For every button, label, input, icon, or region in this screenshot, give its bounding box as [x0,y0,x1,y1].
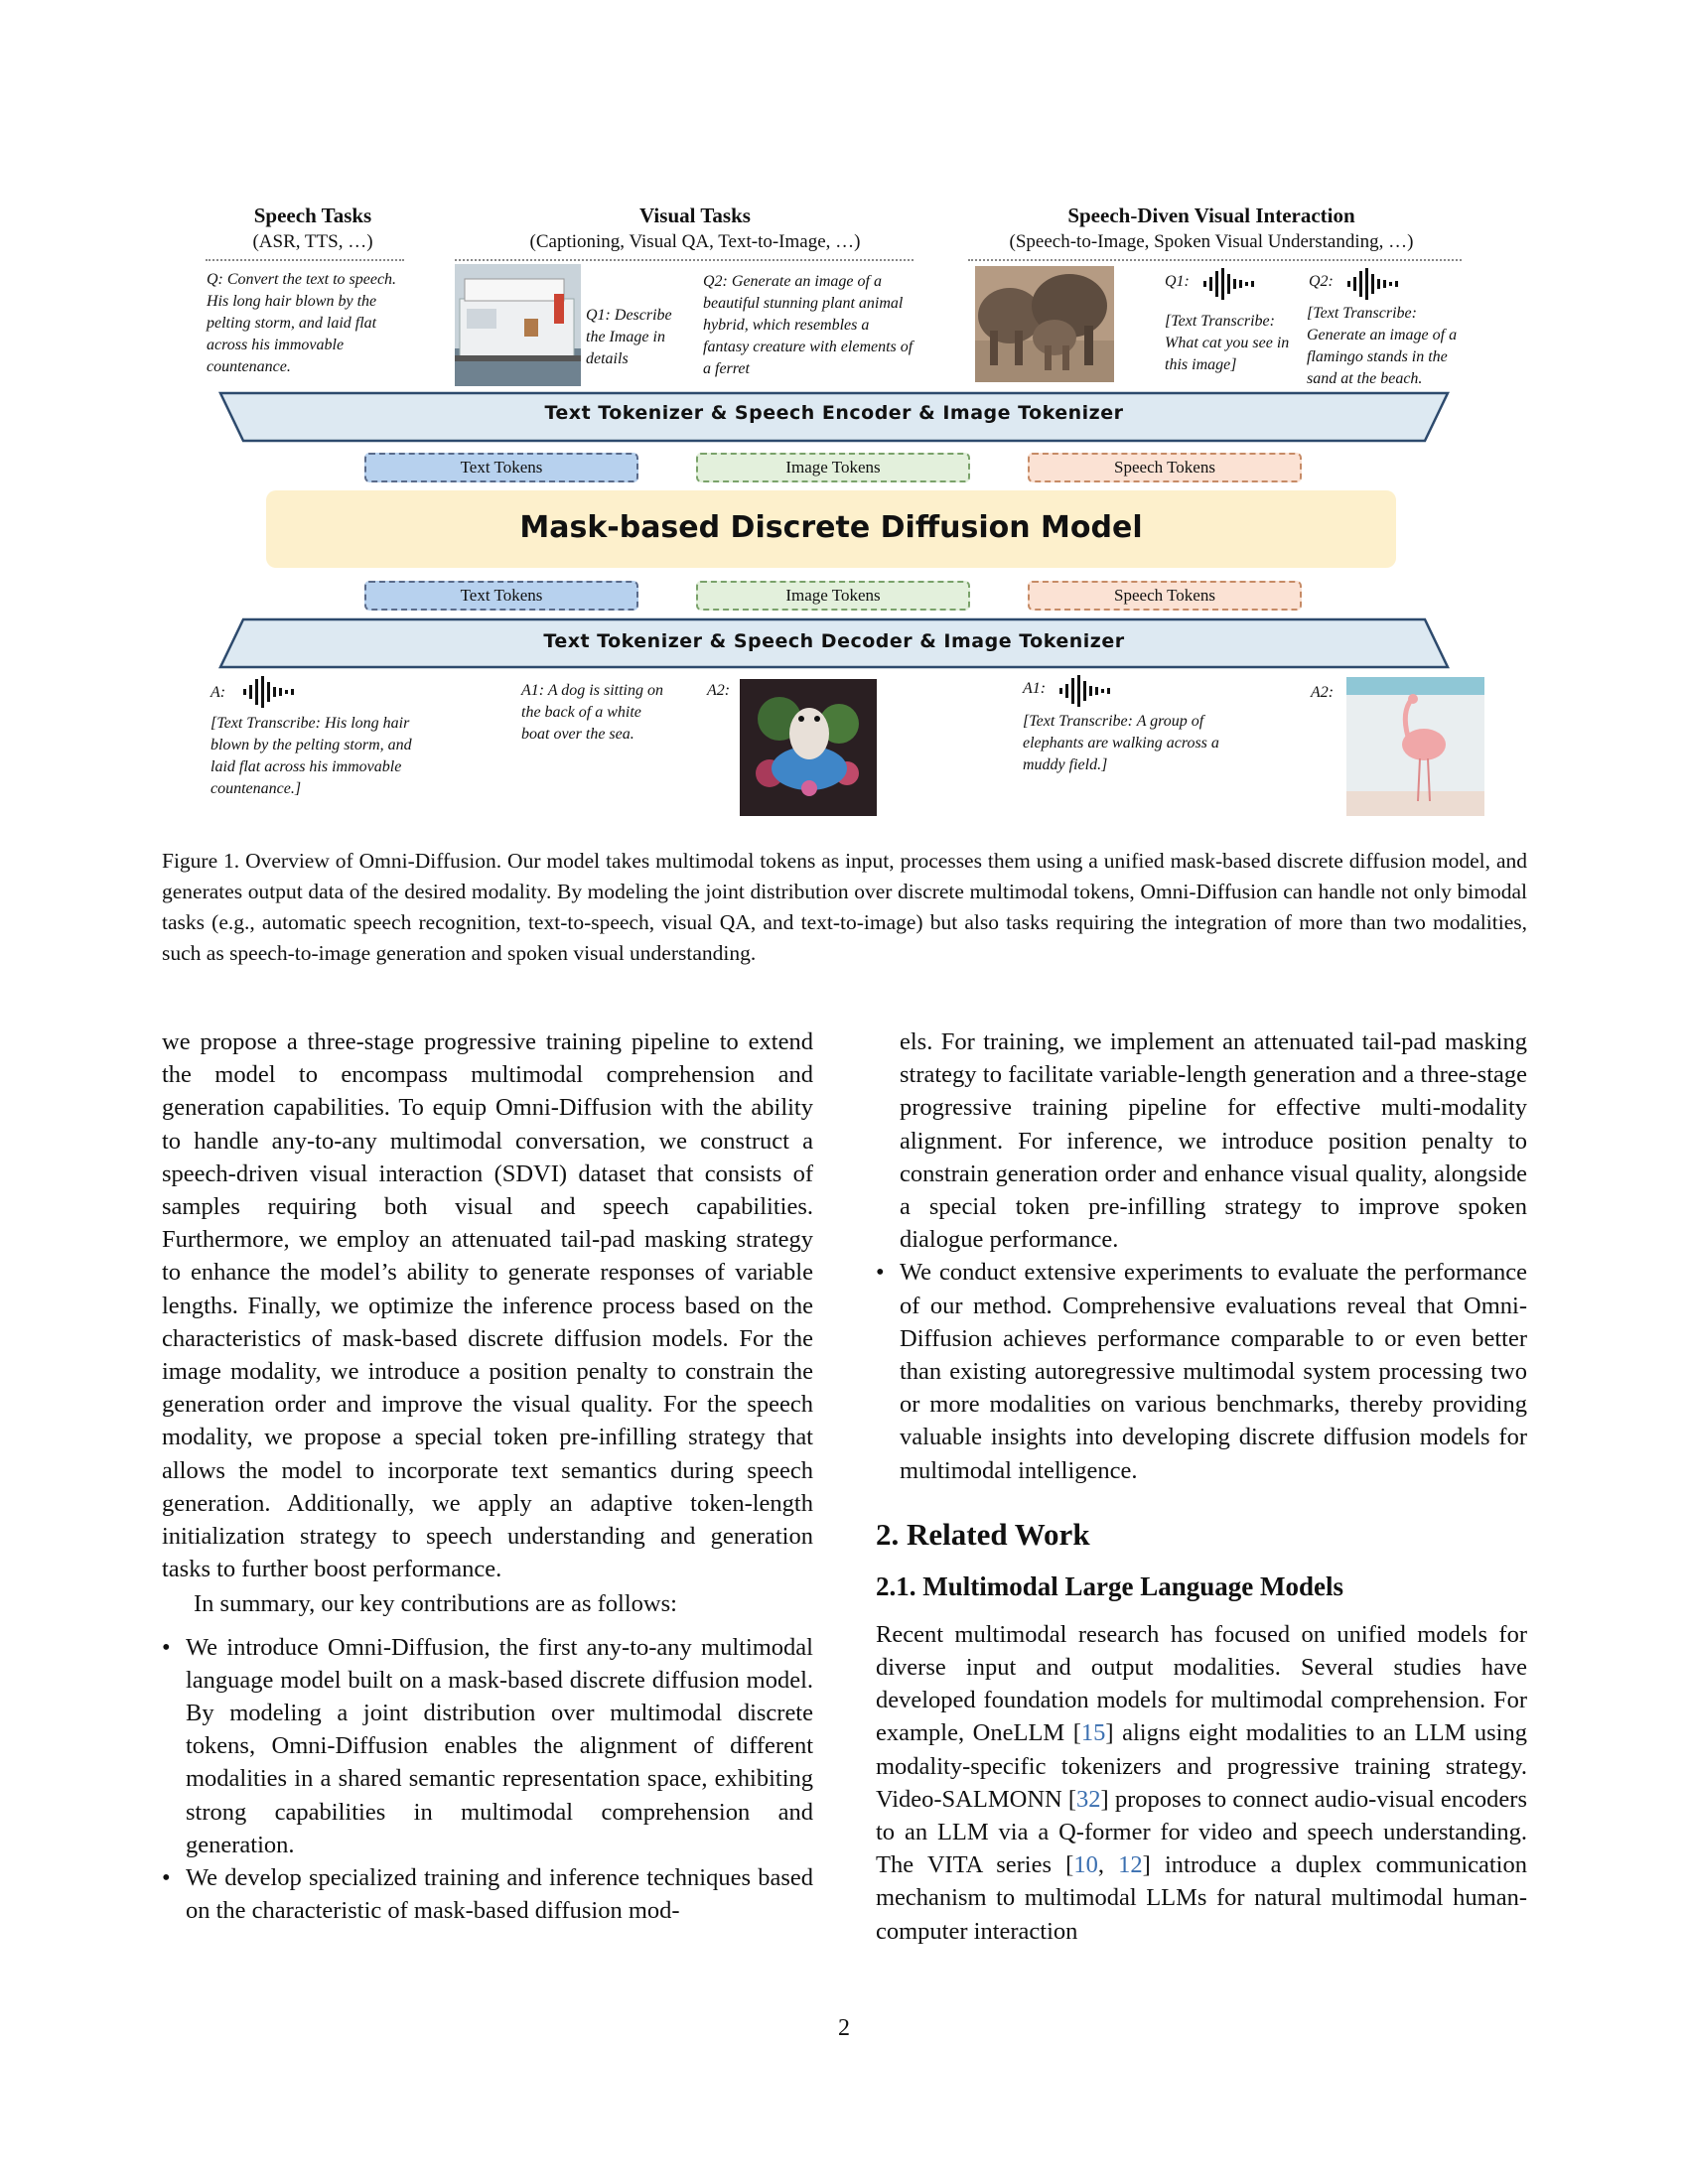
citation-link[interactable]: 15 [1080,1719,1106,1747]
speech-question: Q: Convert the text to speech. His long hair blown by the pelting storm, and laid flat across his immovable countenance. [207,271,397,375]
paragraph: In summary, our key contributions are as follows: [194,1590,677,1618]
model-label: Mask-based Discrete Diffusion Model [519,510,1143,545]
subsection-heading: 2.1. Multimodal Large Language Models [876,1570,1343,1601]
sdvi-q1-label: Q1: [1165,273,1190,290]
speech-tasks-subtitle: (ASR, TTS, …) [252,231,373,252]
text-run: ] introduce a duplex communication mechanism to multimodal LLMs for natural multimodal human-computer interaction [876,1851,1527,1945]
text-tokens-output: Text Tokens [364,581,638,611]
text-tokens-input: Text Tokens [364,453,638,482]
audio-waveform-icon [241,676,296,708]
ferret-plant-image [740,679,877,816]
paragraph: els. For training, we implement an attenuated tail-pad masking strategy to facilitate variable-length generation and a three-stage progressive training pipeline for effective multi-modality alignment. For inference, we introduce position penalty to constrain generation order and enhance visual quality, alongside a special token pre-infilling strategy to improve spoken dialogue performance. [900,1028,1527,1254]
citation-link[interactable]: 12 [1118,1851,1143,1879]
citation-link[interactable]: 10 [1073,1851,1098,1879]
left-column [162,1025,813,1927]
image-tokens-input: Image Tokens [696,453,970,482]
speech-answer-label: A: [211,684,226,701]
text-run: ] proposes to connect audio-visual encoders to an LLM via a Q-former for video and speech understanding. The VITA series [ [876,1785,1527,1879]
speech-tasks-title: Speech Tasks [253,204,372,227]
visual-tasks-subtitle: (Captioning, Visual QA, Text-to-Image, …) [529,231,861,252]
visual-q1: Q1: Describe the Image in details [586,307,672,367]
page-number: 2 [838,2015,850,2041]
divider [455,259,914,261]
sdvi-a2-label: A2: [1311,684,1335,701]
contribution-bullet: • We conduct extensive experiments to evaluate the performance of our method. Comprehensive evaluations reveal that Omni-Diffusion achieves performance comparable to or even better than existing autoregressive multimodal system processing two or more modalities on various benchmarks, thereby providing valuable insights into developing discrete diffusion models for multimodal intelligence. [876,1256,1527,1486]
text-run: , [1097,1851,1119,1879]
elephants-image [975,266,1114,382]
figure-caption: Figure 1. Overview of Omni-Diffusion. Our model takes multimodal tokens as input, processes them using a unified mask-based discrete diffusion model, and generates output data of the desired modality. By modeling the joint distribution over discrete multimodal tokens, Omni-Diffusion can handle not only bimodal tasks (e.g., automatic speech recognition, text-to-speech, visual QA, and text-to-image) but also tasks requiring the integration of more than two modalities, such as speech-to-image generation and spoken visual understanding. [162,849,1527,965]
encoder-label: Text Tokenizer & Speech Encoder & Image Tokenizer [544,402,1124,424]
flamingo-image [1346,677,1484,816]
sdvi-q1-text: [Text Transcribe: What cat you see in this image] [1165,313,1290,373]
audio-waveform-icon [1201,268,1256,300]
speech-tokens-input: Speech Tokens [1028,453,1302,482]
sdvi-q2-text: [Text Transcribe: Generate an image of a flamingo stands in the sand at the beach. [1307,305,1458,387]
divider [206,259,404,261]
image-tokens-output: Image Tokens [696,581,970,611]
sdvi-a1-label: A1: [1023,680,1047,697]
speech-answer-text: [Text Transcribe: His long hair blown by the pelting storm, and laid flat across his immovable countenance.] [211,715,412,797]
contribution-bullet: • We develop specialized training and inference techniques based on the characteristic of mask-based diffusion mod- [162,1861,813,1927]
divider [968,259,1462,261]
audio-waveform-icon [1345,268,1400,300]
audio-waveform-icon [1057,675,1112,707]
text-run: Recent multimodal research has focused on unified models for diverse input and output modalities. Several studies have developed foundation models for multimodal comprehension. For example, OneLLM [ [876,1620,1527,1747]
sdvi-q2-label: Q2: [1309,273,1334,290]
right-column [876,1025,1527,1948]
sdvi-subtitle: (Speech-to-Image, Spoken Visual Understanding, …) [1009,231,1414,252]
contribution-bullet: • We introduce Omni-Diffusion, the first any-to-any multimodal language model built on a mask-based discrete diffusion model. By modeling a joint distribution over multimodal discrete tokens, Omni-Diffusion enables the alignment of different modalities in a shared semantic representation space, exhibiting strong capabilities in multimodal comprehension and generation. [162,1631,813,1861]
boat-image [455,264,581,386]
visual-a1: A1: A dog is sitting on the back of a white boat over the sea. [521,682,663,743]
citation-link[interactable]: 32 [1076,1785,1101,1813]
text-run: ] aligns eight modalities to an LLM using modality-specific tokenizers and progressive training strategy. Video-SALMONN [ [876,1719,1527,1813]
sdvi-a1-text: [Text Transcribe: A group of elephants are walking across a muddy field.] [1023,713,1219,773]
visual-a2-label: A2: [707,682,731,699]
section-heading: 2. Related Work [876,1516,1090,1552]
paragraph: we propose a three-stage progressive training pipeline to extend the model to encompass multimodal comprehension and generation capabilities. To equip Omni-Diffusion with the ability to handle any-to-any multimodal conversation, we construct a speech-driven visual interaction (SDVI) dataset that consists of samples requiring both visual and speech capabilities. Furthermore, we employ an attenuated tail-pad masking strategy to enhance the model’s ability to generate responses of variable lengths. Finally, we optimize the inference process based on the characteristics of mask-based discrete diffusion models. For the image modality, we introduce a position penalty to constrain the generation order and improve the visual quality. For the speech modality, we propose a special token pre-infilling strategy that allows the model to incorporate text semantics during speech generation. Additionally, we apply an adaptive token-length initialization strategy to speech understanding and generation tasks to further boost performance. [162,1028,813,1583]
speech-tokens-output: Speech Tokens [1028,581,1302,611]
sdvi-title: Speech-Diven Visual Interaction [1067,204,1355,227]
visual-tasks-title: Visual Tasks [639,204,751,227]
paragraph [876,1618,1527,1948]
decoder-label: Text Tokenizer & Speech Decoder & Image Tokenizer [543,630,1125,652]
visual-q2: Q2: Generate an image of a beautiful stunning plant animal hybrid, which resembles a fantasy creature with elements of a ferret [703,273,914,377]
